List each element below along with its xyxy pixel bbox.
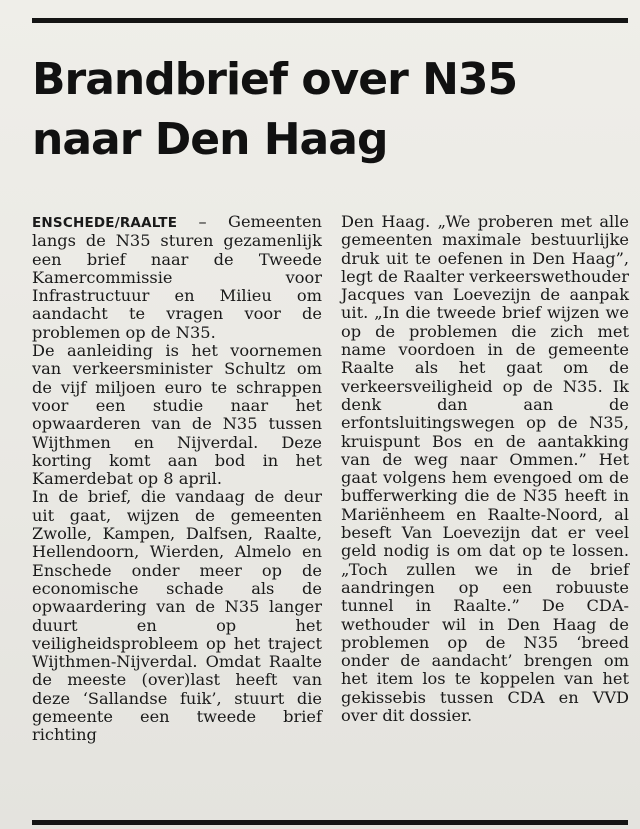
dateline-dash: – <box>177 212 229 231</box>
headline-line-2: naar Den Haag <box>32 114 388 165</box>
dateline: ENSCHEDE/RAALTE <box>32 215 178 231</box>
article-column-right <box>341 213 629 725</box>
paragraph-text: Gemeenten langs de N35 sturen gezamenlijk een brief naar de Tweede Kamercommissie voor Infrastructuur en Milieu om aandacht te vragen voor de problemen op de N35. <box>32 212 322 342</box>
article-paragraph: Den Haag. „We proberen met alle gemeenten maximale bestuurlijke druk uit te oefenen in Den Haag”, legt de Raalter verkeerswethouder Jacques van Loevezijn de aanpak uit. „In die tweede brief wijzen we op de problemen die zich met name voordoen in de gemeente Raalte als het gaat om de verkeersveiligheid op de N35. Ik denk dan aan de erfontsluitingswegen op de N35, kruispunt Bos en de aantakking van de weg naar Ommen.” Het gaat volgens hem evengoed om de bufferwerking die de N35 heeft in Mariënheem en Raalte-Noord, al beseft Van Loevezijn dat er veel geld nodig is om dat op te lossen. „Toch zullen we in de brief aandringen op een robuuste tunnel in Raalte.” De CDA-wethouder wil in Den Haag de problemen op de N35 ‘breed onder de aandacht’ brengen om het item los te koppelen van het gekissebis tussen CDA en VVD over dit dossier. <box>341 212 629 726</box>
bottom-rule <box>32 820 628 825</box>
headline-line-1: Brandbrief over N35 <box>32 54 518 105</box>
article-paragraph: De aanleiding is het voornemen van verkeersminister Schultz om de vijf miljoen euro te schrappen voor een studie naar het opwaarderen van de N35 tussen Wijthmen en Nijverdal. Deze korting komt aan bod in het Kamerdebat op 8 april. <box>32 341 322 489</box>
top-rule <box>32 18 628 23</box>
headline <box>32 50 622 170</box>
article-paragraph: In de brief, die vandaag de deur uit gaat, wijzen de gemeenten Zwolle, Kampen, Dalfsen, Raalte, Hellendoorn, Wierden, Almelo en Enschede onder meer op de economische schade als de opwaardering van de N35 langer duurt en op het veiligheidsprobleem op het traject Wijthmen-Nijverdal. Omdat Raalte de meeste (over)last heeft van deze ‘Sallandse fuik’, stuurt die gemeente een tweede brief richting <box>32 487 322 745</box>
article-paragraph <box>32 213 322 342</box>
article-column-left <box>32 213 322 745</box>
